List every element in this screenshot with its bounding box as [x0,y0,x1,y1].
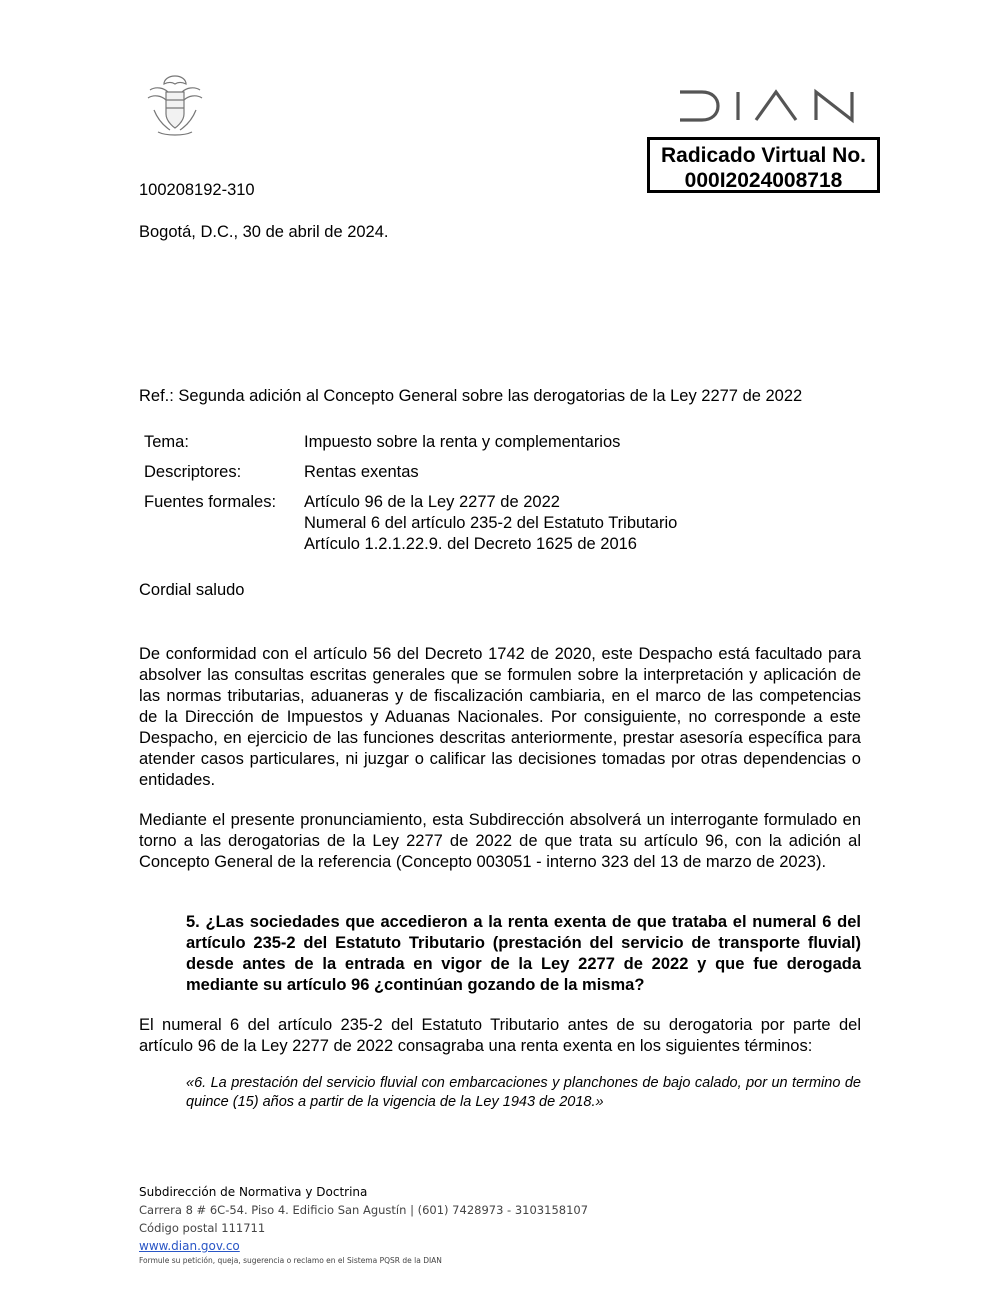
radicado-number: 000I2024008718 [684,169,843,192]
paragraph-competence: De conformidad con el artículo 56 del Decreto 1742 de 2020, este Despacho está facultado para absolver las consultas escritas generales que se formulen sobre la interpretación y aplicación de las normas tributarias, aduaneras y de fiscalización cambiaria, en el marco de las competencias de la Dirección de Impuestos y Aduanas Nacionales. Por consiguiente, no corresponde a este Despacho, en ejercicio de las funciones descritas anteriormente, prestar asesoría específica para atender casos particulares, ni juzgar o calificar las decisiones tomadas por otras dependencias o entidades. [139,645,861,789]
colombia-coat-of-arms-icon [140,70,210,140]
tema-label: Tema: [144,433,189,451]
question-heading: 5. ¿Las sociedades que accedieron a la renta exenta de que trataba el numeral 6 del artículo 235-2 del Estatuto Tributario (prestación del servicio de transporte fluvial) desde antes de la entrada en vigor de la Ley 2277 de 2022 y que fue derogada mediante su artículo 96 ¿continúan gozando de la misma? [186,913,861,994]
dian-logo [676,86,860,126]
footer-note: Formule su petición, queja, sugerencia o reclamo en el Sistema PQSR de la DIAN [139,1256,442,1265]
footer-postal: Código postal 111711 [139,1221,266,1235]
fuentes-label: Fuentes formales: [144,493,277,511]
meta-row-fuentes [144,492,677,555]
page-footer [139,1183,588,1267]
date-line: Bogotá, D.C., 30 de abril de 2024. [139,223,389,241]
fuente-item: Artículo 96 de la Ley 2277 de 2022 [304,493,560,511]
footer-website-link[interactable]: www.dian.gov.co [139,1239,240,1253]
paragraph-context: El numeral 6 del artículo 235-2 del Estatuto Tributario antes de su derogatoria por parte del artículo 96 de la Ley 2277 de 2022 consagraba una renta exenta en los siguientes términos: [139,1016,861,1055]
fuentes-values [304,492,677,555]
radicado-label: Radicado Virtual No. [661,144,866,167]
legal-quote: «6. La prestación del servicio fluvial con embarcaciones y planchones de bajo calado, por un termino de quince (15) años a partir de la vigencia de la Ley 1943 de 2018.» [186,1075,861,1110]
radicado-box [647,137,880,193]
meta-row-tema [144,432,677,453]
fuente-item: Numeral 6 del artículo 235-2 del Estatuto Tributario [304,514,678,532]
document-number: 100208192-310 [139,181,255,199]
reference-line: Ref.: Segunda adición al Concepto General sobre las derogatorias de la Ley 2277 de 2022 [139,387,803,405]
footer-office: Subdirección de Normativa y Doctrina [139,1185,368,1199]
descriptores-label: Descriptores: [144,463,242,481]
paragraph-purpose: Mediante el presente pronunciamiento, esta Subdirección absolverá un interrogante formulado en torno a las derogatorias de la Ley 2277 de 2022 de que trata su artículo 96, con la adición al Concepto General de la referencia (Concepto 003051 - interno 323 del 13 de marzo de 2023). [139,811,861,871]
meta-row-descriptores [144,462,677,483]
descriptores-value: Rentas exentas [304,463,419,481]
fuente-item: Artículo 1.2.1.22.9. del Decreto 1625 de 2016 [304,535,637,553]
metadata-table [144,432,677,564]
footer-address: Carrera 8 # 6C-54. Piso 4. Edificio San Agustín | (601) 7428973 - 3103158107 [139,1203,589,1217]
greeting: Cordial saludo [139,581,245,599]
tema-value: Impuesto sobre la renta y complementarios [304,433,621,451]
dian-logo-icon [676,86,860,126]
